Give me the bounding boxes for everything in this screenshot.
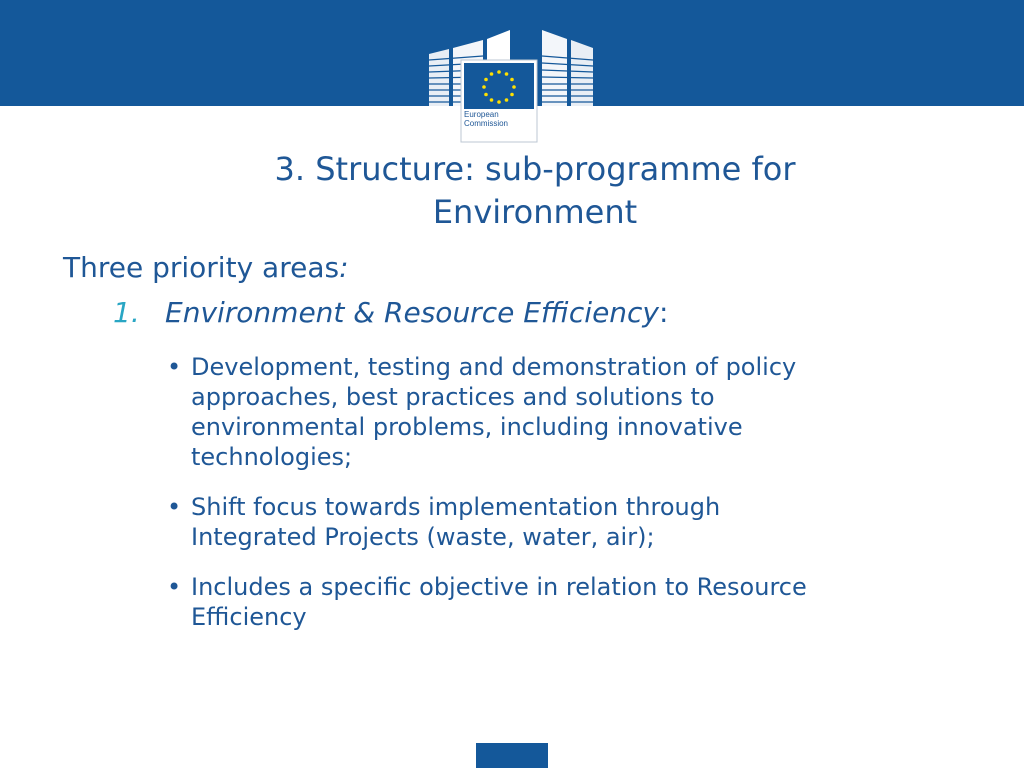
bullet-line: Includes a specific objective in relation to Resource — [191, 573, 807, 601]
priority-name: Environment & Resource Efficiency — [165, 296, 660, 329]
slide-title-line1: 3. Structure: sub-programme for — [274, 150, 796, 188]
priority-colon: : — [659, 296, 669, 329]
bullet-list — [167, 352, 957, 652]
bullet-dot: • — [167, 573, 182, 601]
logo-caption-line1: European — [464, 110, 499, 119]
bullet-line: technologies; — [191, 443, 353, 471]
priority-number: 1. — [113, 296, 140, 329]
bullet-line: Integrated Projects (waste, water, air); — [191, 523, 655, 551]
european-commission-logo-icon — [425, 26, 600, 144]
priority-areas-colon: : — [339, 251, 349, 284]
slide-title — [180, 148, 890, 234]
priority-areas-heading — [63, 251, 349, 285]
slide-title-line2: Environment — [432, 193, 638, 231]
bullet-item — [167, 352, 957, 472]
bullet-line: approaches, best practices and solutions to — [191, 383, 715, 411]
bullet-dot: • — [167, 353, 182, 381]
bullet-item — [167, 492, 957, 552]
bullet-line: environmental problems, including innovative — [191, 413, 743, 441]
bullet-line: Shift focus towards implementation through — [191, 493, 721, 521]
logo-caption — [464, 110, 534, 128]
bullet-line: Efficiency — [191, 603, 307, 631]
bullet-item — [167, 572, 957, 632]
priority-areas-text: Three priority areas — [63, 251, 340, 284]
bullet-dot: • — [167, 493, 182, 521]
logo-caption-line2: Commission — [464, 119, 509, 128]
bullet-line: Development, testing and demonstration of policy — [191, 353, 797, 381]
eu-flag-icon — [476, 743, 548, 768]
priority-item — [113, 296, 668, 330]
